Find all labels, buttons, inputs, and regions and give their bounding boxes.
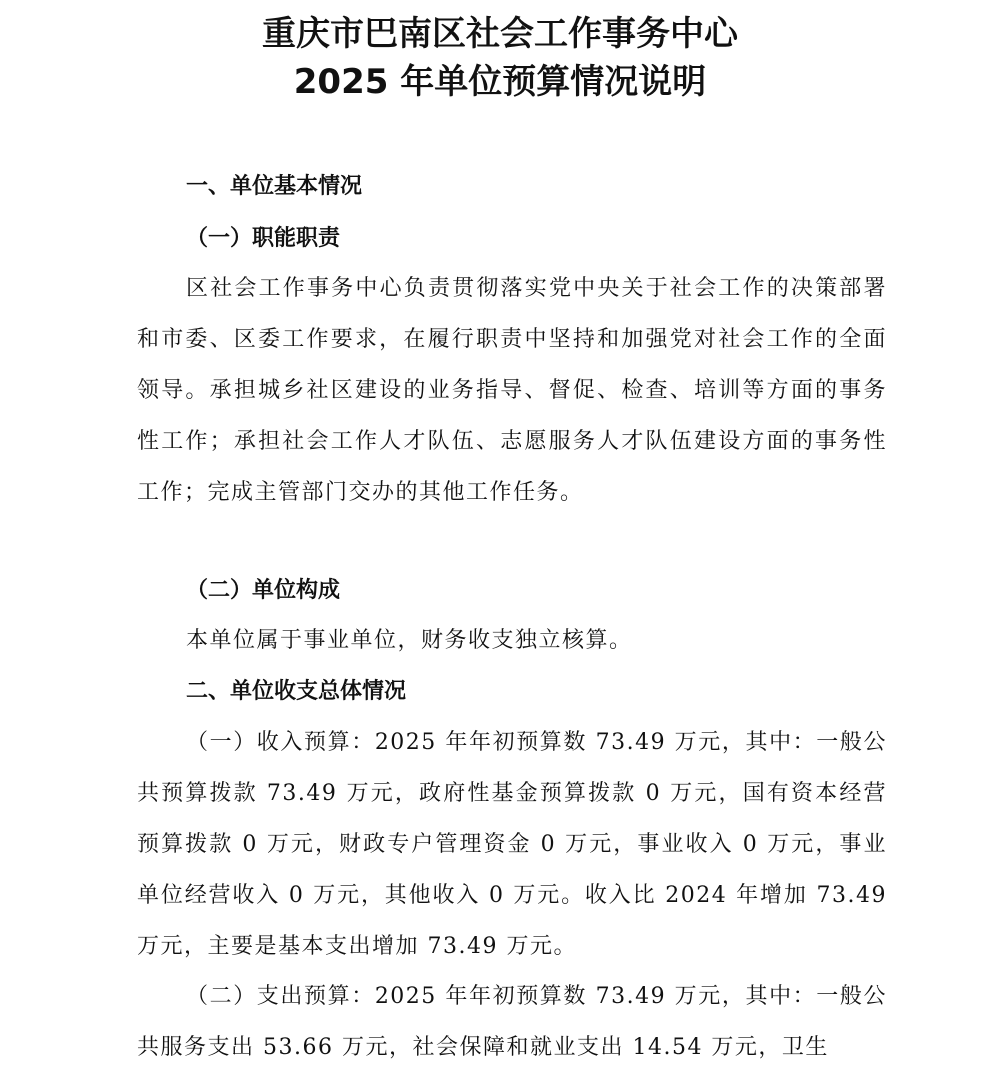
income-budget-lead: （一）收入预算： [186,730,375,755]
paragraph-income-budget [137,717,887,972]
section-heading-basic-info: 一、单位基本情况 [186,174,363,199]
subsection-heading-composition: （二）单位构成 [186,577,341,603]
document-title-line2: 2025 年单位预算情况说明 [293,62,707,102]
paragraph-expenditure-budget [137,971,887,1073]
expenditure-budget-lead: （二）支出预算： [186,984,375,1009]
subsection-heading-functions: （一）职能职责 [186,225,341,251]
income-budget-text: 2025 年年初预算数 73.49 万元，其中：一般公共预算拨款 73.49 万元，政府性基金预算拨款 0 万元，国有资本经营预算拨款 0 万元，财政专户管理资金 0 万元，事业收入 0 万元，事业单位经营收入 0 万元，其他收入 0 万元。收入比 2024 年增加 73.49 万元，主要是基本支出增加 73.49 万元。 [137,730,887,959]
paragraph-functions: 区社会工作事务中心负责贯彻落实党中央关于社会工作的决策部署和市委、区委工作要求，在履行职责中坚持和加强党对社会工作的全面领导。承担城乡社区建设的业务指导、督促、检查、培训等方面的事务性工作；承担社会工作人才队伍、志愿服务人才队伍建设方面的事务性工作；完成主管部门交办的其他工作任务。 [137,276,887,505]
document-title-line1: 重庆市巴南区社会工作事务中心 [262,14,738,54]
expenditure-budget-text: 2025 年年初预算数 73.49 万元，其中：一般公共服务支出 53.66 万元，社会保障和就业支出 14.54 万元，卫生 [137,984,887,1060]
section-heading-budget-overview: 二、单位收支总体情况 [186,679,407,704]
paragraph-composition: 本单位属于事业单位，财务收支独立核算。 [186,628,633,653]
